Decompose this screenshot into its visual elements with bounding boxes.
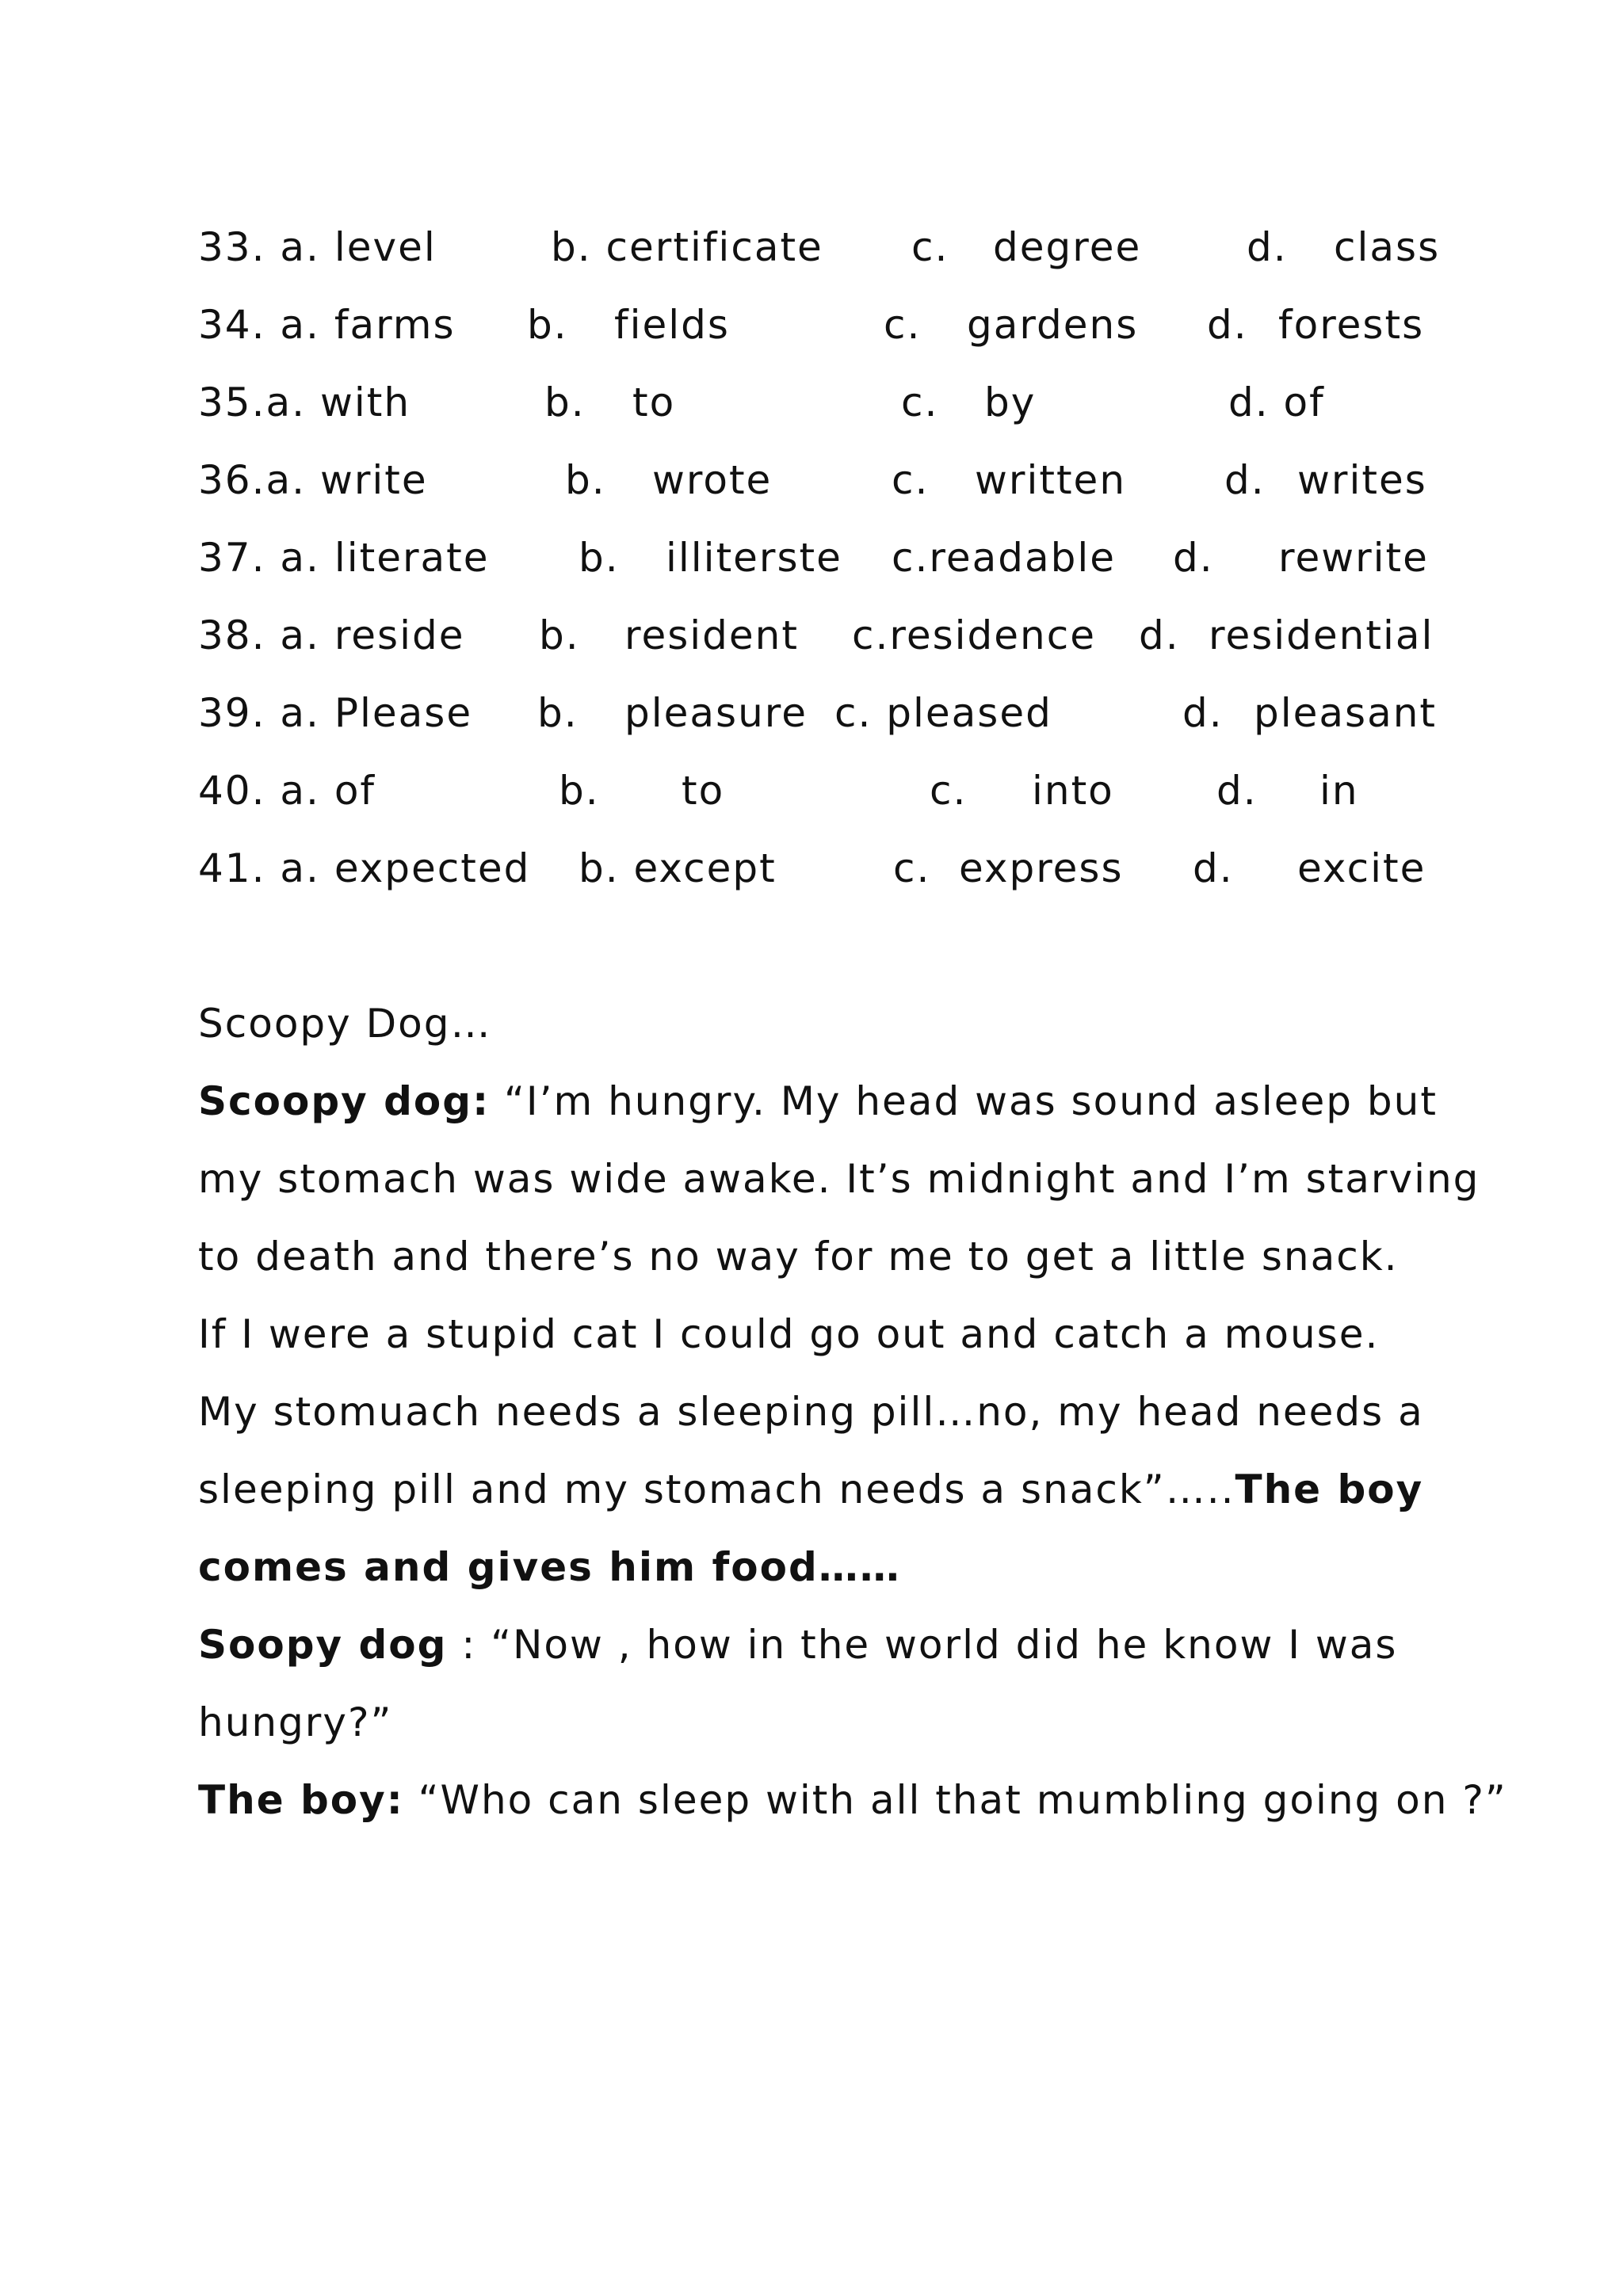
dialogue-text: “Who can sleep with all that mumbling going on ?” bbox=[403, 1777, 1507, 1823]
q35-option-d: d. of bbox=[1228, 379, 1325, 425]
q41-option-a: 41. a. expected bbox=[198, 845, 531, 891]
q35-option-a: 35.a. with bbox=[198, 379, 411, 425]
q41-option-c-word: express bbox=[959, 845, 1124, 891]
q38-option-b-label: b. bbox=[539, 612, 580, 658]
q34-option-c-word: gardens bbox=[967, 302, 1139, 348]
q37-option-d-label: d. bbox=[1173, 535, 1214, 581]
q36-option-d-label: d. bbox=[1224, 457, 1266, 503]
story-line-10 bbox=[198, 1776, 1507, 1824]
q35-option-b-word: to bbox=[632, 379, 676, 425]
q39-option-d-label: d. bbox=[1182, 690, 1224, 736]
q36-option-c-word: written bbox=[975, 457, 1127, 503]
story-title: Scoopy Dog… bbox=[198, 1001, 492, 1047]
q35-option-b-label: b. bbox=[544, 379, 586, 425]
story-line-2: my stomach was wide awake. It’s midnight and I’m starving bbox=[198, 1156, 1480, 1202]
story-line-6 bbox=[198, 1466, 1423, 1513]
q36-option-c-label: c. bbox=[892, 457, 930, 503]
q33-option-a: 33. a. level bbox=[198, 224, 437, 270]
q38-option-c: c.residence bbox=[852, 612, 1096, 658]
story-line-9: hungry?” bbox=[198, 1699, 393, 1745]
q38-option-a: 38. a. reside bbox=[198, 612, 465, 658]
story-line-3: to death and there’s no way for me to get a little snack. bbox=[198, 1234, 1399, 1280]
q39-option-c: c. pleased bbox=[834, 690, 1052, 736]
story-line-7: comes and gives him food…… bbox=[198, 1544, 901, 1590]
q33-option-c-word: degree bbox=[993, 224, 1142, 270]
q40-option-a: 40. a. of bbox=[198, 768, 376, 814]
q40-option-b-word: to bbox=[682, 768, 725, 814]
dialogue-text: sleeping pill and my stomach needs a snack”….. bbox=[198, 1466, 1235, 1512]
q37-option-b-label: b. bbox=[579, 535, 620, 581]
q36-option-b-word: wrote bbox=[652, 457, 773, 503]
q38-option-d-word: residential bbox=[1209, 612, 1434, 658]
q33-option-c-label: c. bbox=[911, 224, 949, 270]
q37-option-d-word: rewrite bbox=[1278, 535, 1429, 581]
q40-option-b-label: b. bbox=[559, 768, 600, 814]
q39-option-b-word: pleasure bbox=[624, 690, 808, 736]
q38-option-d-label: d. bbox=[1139, 612, 1180, 658]
q34-option-b-label: b. bbox=[527, 302, 568, 348]
dialogue-text: “I’m hungry. My head was sound asleep but bbox=[490, 1078, 1438, 1124]
q34-option-b-word: fields bbox=[614, 302, 730, 348]
speaker-soopy-dog: Soopy dog bbox=[198, 1622, 448, 1668]
q37-option-a: 37. a. literate bbox=[198, 535, 490, 581]
dialogue-text: : “Now , how in the world did he know I was bbox=[447, 1622, 1398, 1668]
q37-option-b-word: illiterste bbox=[666, 535, 842, 581]
speaker-scoopy-dog: Scoopy dog: bbox=[198, 1078, 491, 1124]
q35-option-c-word: by bbox=[984, 379, 1037, 425]
q33-option-d-label: d. bbox=[1247, 224, 1288, 270]
q39-option-b-label: b. bbox=[537, 690, 579, 736]
q40-option-c-label: c. bbox=[930, 768, 968, 814]
q39-option-d-word: pleasant bbox=[1254, 690, 1438, 736]
q41-option-d-label: d. bbox=[1193, 845, 1234, 891]
q33-option-d-word: class bbox=[1334, 224, 1441, 270]
q34-option-a: 34. a. farms bbox=[198, 302, 456, 348]
speaker-the-boy: The boy: bbox=[198, 1777, 404, 1823]
q40-option-d-word: in bbox=[1319, 768, 1359, 814]
q36-option-b-label: b. bbox=[565, 457, 606, 503]
story-line-8 bbox=[198, 1621, 1397, 1669]
q34-option-d-label: d. bbox=[1207, 302, 1248, 348]
story-line-4: If I were a stupid cat I could go out and catch a mouse. bbox=[198, 1311, 1380, 1357]
q34-option-d-word: forests bbox=[1278, 302, 1425, 348]
q41-option-b: b. except bbox=[579, 845, 777, 891]
q37-option-c: c.readable bbox=[892, 535, 1117, 581]
q36-option-a: 36.a. write bbox=[198, 457, 428, 503]
narration-bold: The boy bbox=[1235, 1466, 1424, 1512]
q39-option-a: 39. a. Please bbox=[198, 690, 473, 736]
story-line-5: My stomuach needs a sleeping pill…no, my head needs a bbox=[198, 1389, 1424, 1435]
q36-option-d-word: writes bbox=[1297, 457, 1427, 503]
q40-option-c-word: into bbox=[1032, 768, 1114, 814]
q34-option-c-label: c. bbox=[884, 302, 922, 348]
q40-option-d-label: d. bbox=[1216, 768, 1258, 814]
q33-option-b: b. certificate bbox=[551, 224, 823, 270]
story-line-1 bbox=[198, 1077, 1438, 1125]
q41-option-d-word: excite bbox=[1297, 845, 1426, 891]
q41-option-c-label: c. bbox=[893, 845, 931, 891]
q38-option-b-word: resident bbox=[624, 612, 799, 658]
q35-option-c-label: c. bbox=[901, 379, 939, 425]
